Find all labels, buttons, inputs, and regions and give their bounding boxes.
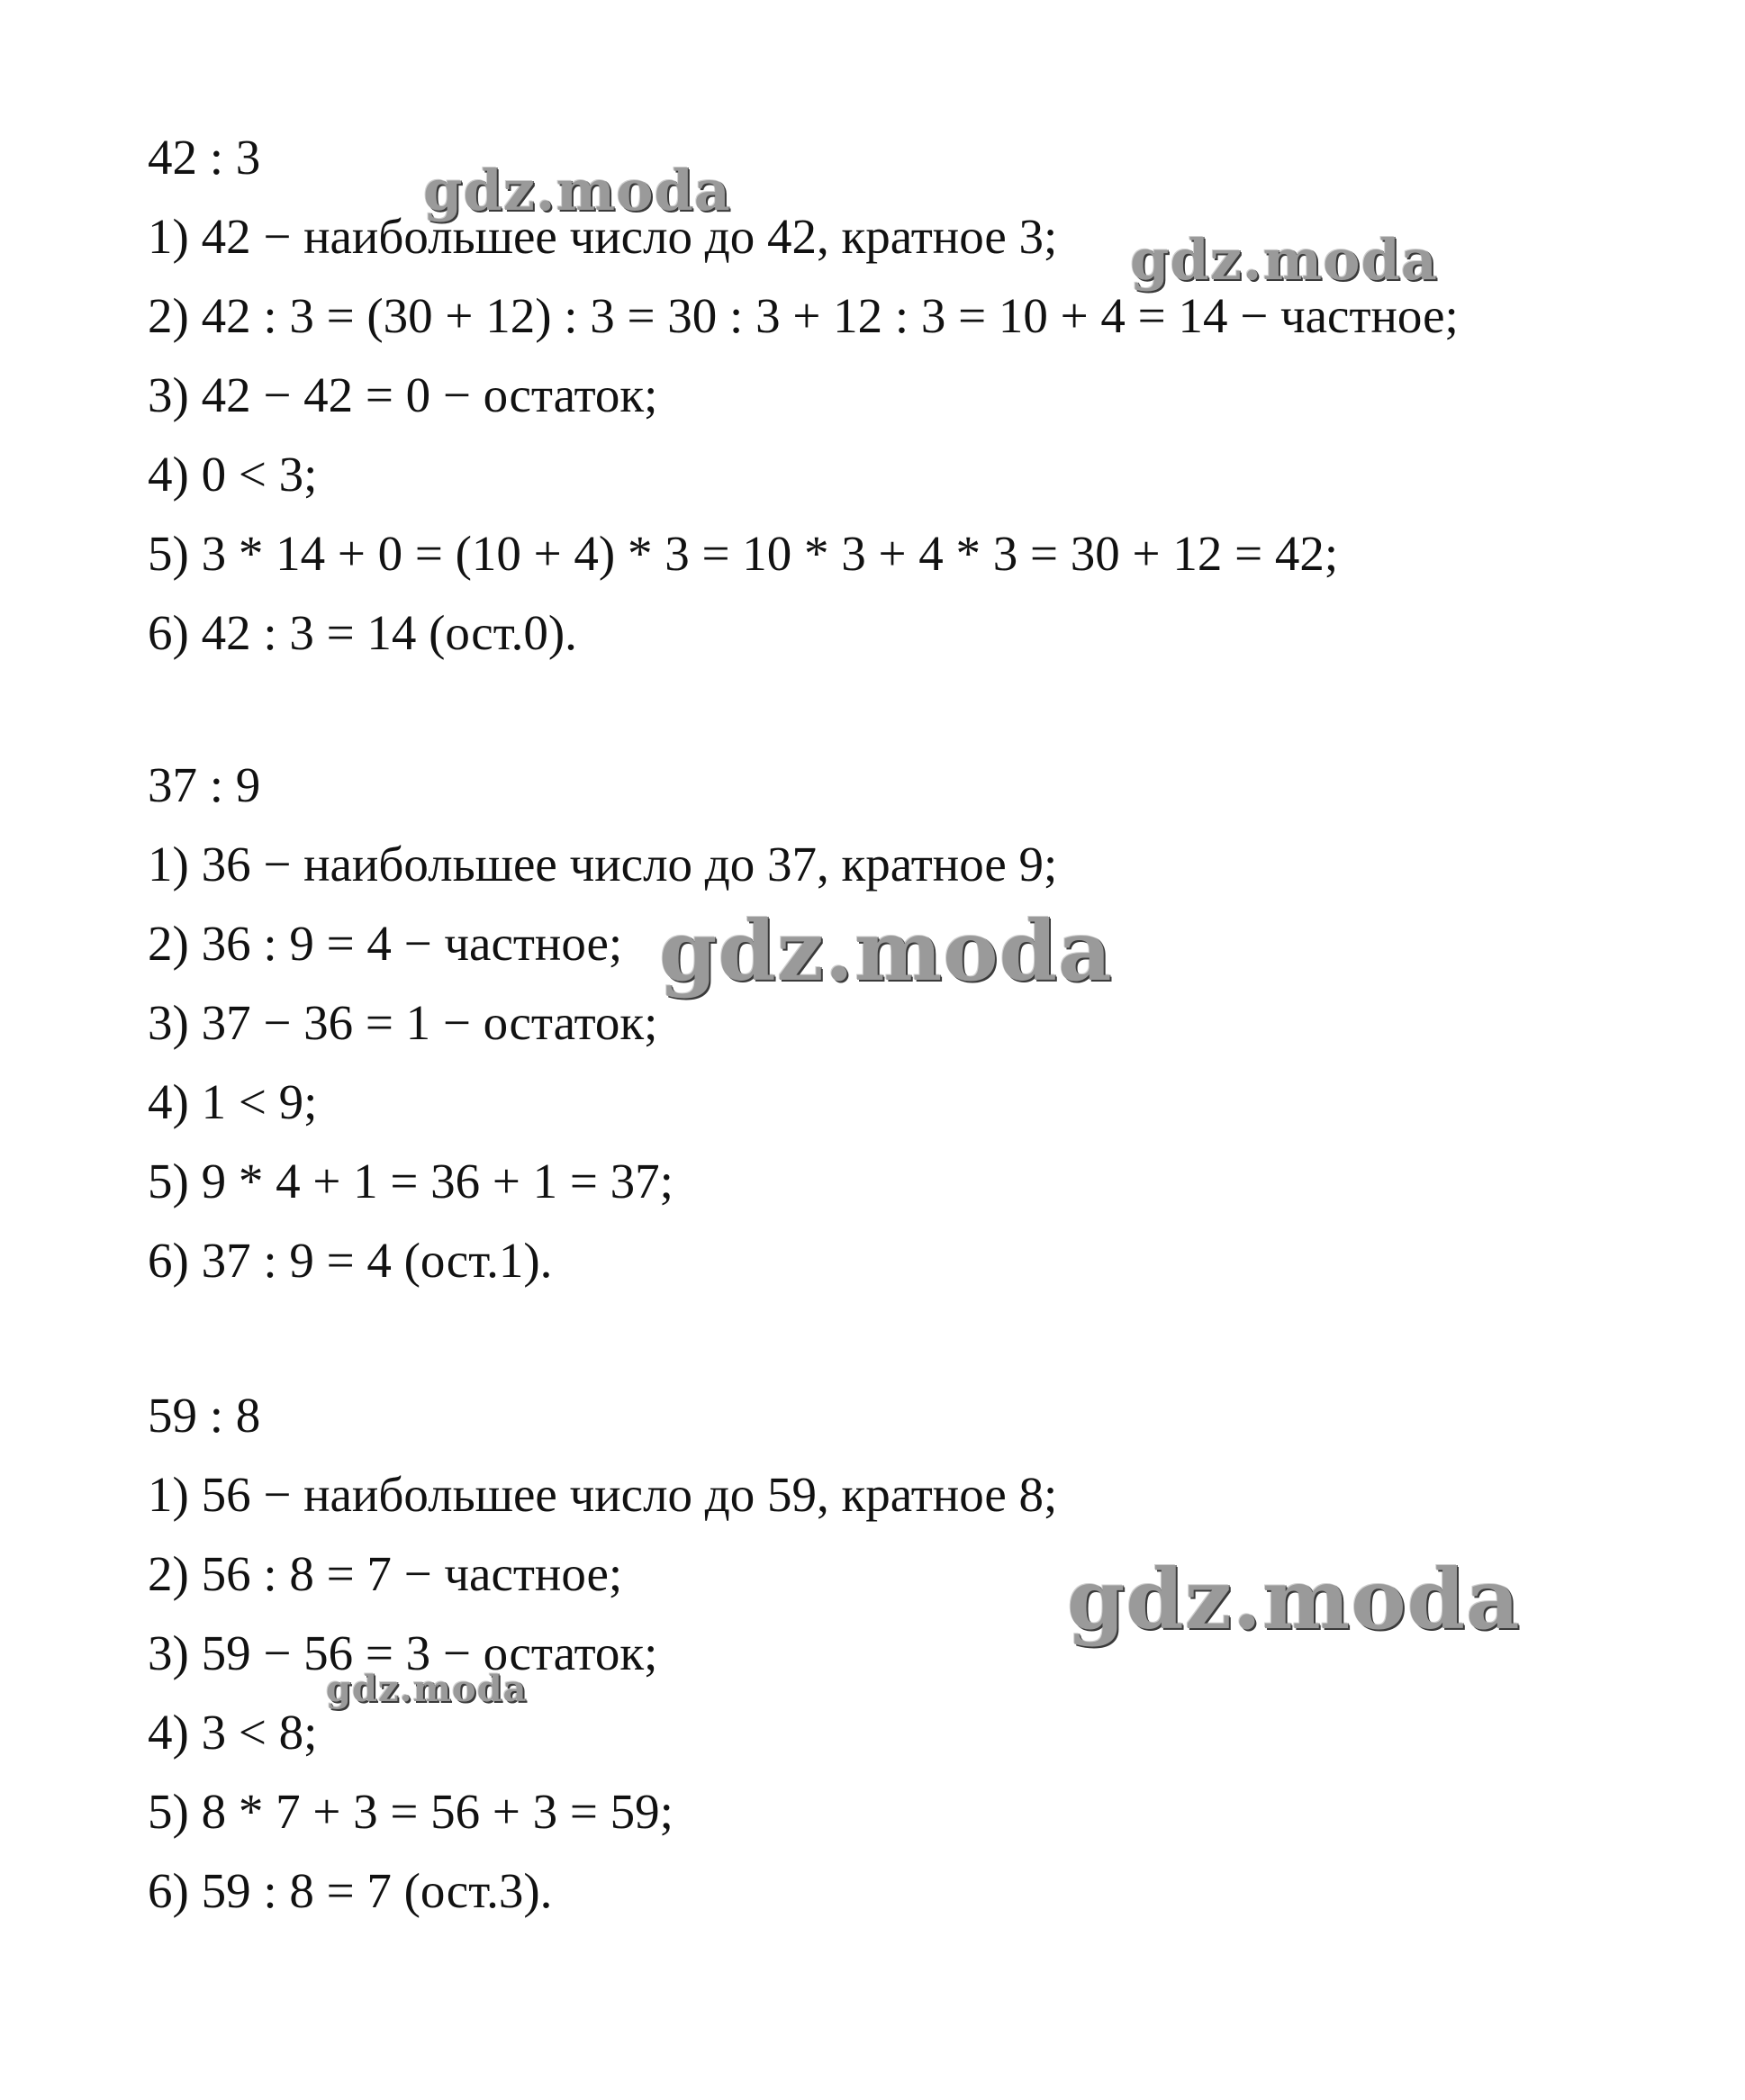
step-line: 1) 56 − наибольшее число до 59, кратное 8; (148, 1467, 1058, 1522)
step-line: 4) 1 < 9; (148, 1074, 318, 1129)
step-line: 2) 42 : 3 = (30 + 12) : 3 = 30 : 3 + 12 : 3 = 10 + 4 = 14 − частное; (148, 288, 1459, 343)
problem-block-59-div-8 (148, 1376, 1057, 1931)
step-line: 4) 0 < 3; (148, 447, 318, 502)
watermark: gdz.moda (1130, 227, 1438, 293)
step-line: 3) 59 − 56 = 3 − остаток; (148, 1625, 658, 1680)
step-line: 6) 59 : 8 = 7 (ост.3). (148, 1863, 553, 1918)
step-line: 5) 8 * 7 + 3 = 56 + 3 = 59; (148, 1784, 674, 1839)
watermark: gdz.moda (326, 1668, 528, 1710)
problem-heading: 37 : 9 (148, 757, 261, 812)
step-line: 6) 37 : 9 = 4 (ост.1). (148, 1233, 553, 1288)
watermark: gdz.moda (1067, 1551, 1521, 1648)
step-line: 2) 36 : 9 = 4 − частное; (148, 916, 623, 971)
problem-block-37-div-9 (148, 746, 1057, 1300)
step-line: 1) 42 − наибольшее число до 42, кратное 3; (148, 209, 1058, 264)
watermark: gdz.moda (423, 158, 731, 223)
step-line: 6) 42 : 3 = 14 (ост.0). (148, 605, 577, 660)
problem-heading: 42 : 3 (148, 130, 261, 185)
problem-heading: 59 : 8 (148, 1388, 261, 1443)
step-line: 5) 9 * 4 + 1 = 36 + 1 = 37; (148, 1154, 674, 1208)
step-line: 1) 36 − наибольшее число до 37, кратное 9; (148, 837, 1058, 892)
step-line: 3) 42 − 42 = 0 − остаток; (148, 367, 658, 422)
watermark: gdz.moda (659, 902, 1113, 1000)
step-line: 3) 37 − 36 = 1 − остаток; (148, 995, 658, 1050)
step-line: 2) 56 : 8 = 7 − частное; (148, 1546, 623, 1601)
step-line: 5) 3 * 14 + 0 = (10 + 4) * 3 = 10 * 3 + 4 * 3 = 30 + 12 = 42; (148, 526, 1339, 581)
step-line: 4) 3 < 8; (148, 1705, 318, 1760)
problem-block-42-div-3 (148, 118, 1459, 673)
